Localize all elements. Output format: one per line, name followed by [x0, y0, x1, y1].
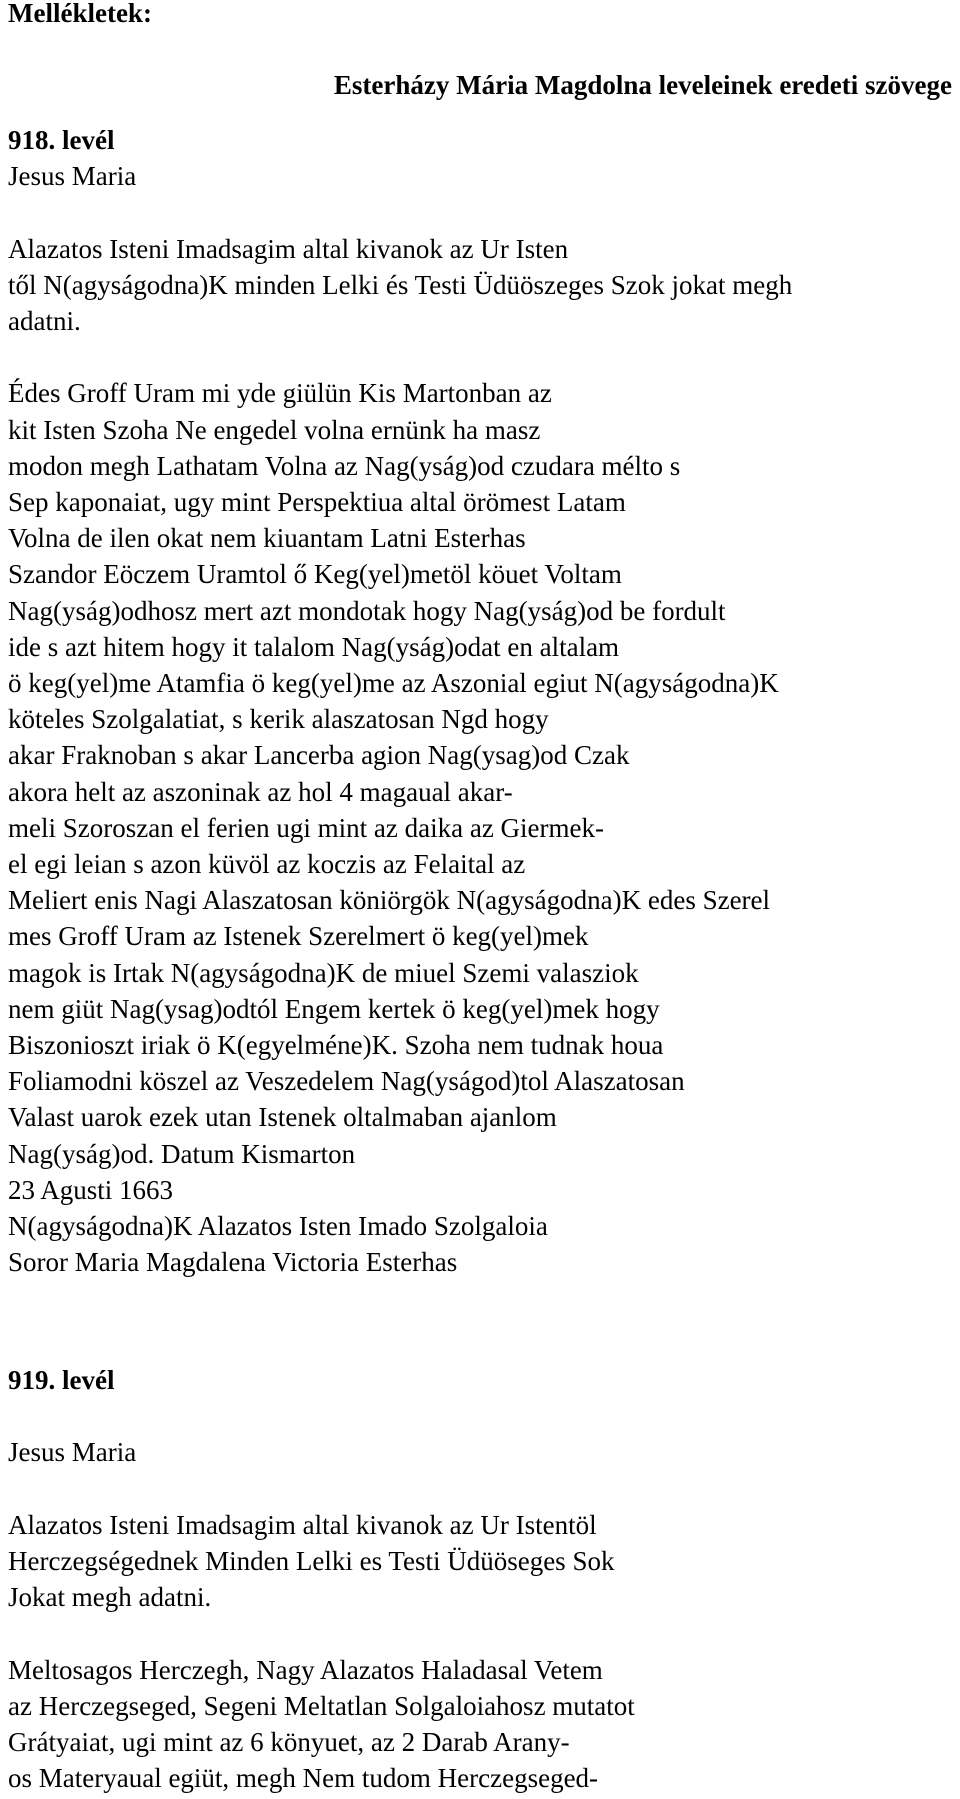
letter-line: mes Groff Uram az Istenek Szerelmert ö keg(yel)mek	[8, 921, 589, 952]
letter-line: el egi leian s azon küvöl az koczis az Felaital az	[8, 849, 526, 879]
letter-line: Valast uarok ezek utan Istenek oltalmaban ajanlom	[8, 1102, 557, 1133]
letter-line: os Materyaual egiüt, megh Nem tudom Herczegseged-	[8, 1763, 599, 1794]
letter-line: akar Fraknoban s akar Lancerba agion Nag(ysag)od Czak	[8, 740, 630, 771]
letter-line: Nag(yság)od. Datum Kismarton	[8, 1138, 356, 1169]
letter-line: Foliamodni köszel az Veszedelem Nag(yságod)tol Alaszatosan	[8, 1066, 685, 1097]
letter-line: Alazatos Isteni Imadsagim altal kivanok az Ur Isten	[8, 233, 569, 264]
letter-line: Jesus Maria	[8, 1437, 137, 1468]
letter-number: 918. levél	[8, 125, 115, 155]
letter-line: Grátyaiat, ugi mint az 6 könyuet, az 2 Darab Arany-	[8, 1727, 570, 1757]
letter-line: től N(agyságodna)K minden Lelki és Testi Üdüöszeges Szok jokat megh	[8, 269, 793, 300]
letter-line: kit Isten Szoha Ne engedel volna ernünk ha masz	[8, 414, 541, 445]
letter-line: Meltosagos Herczegh, Nagy Alazatos Haladasal Vetem	[8, 1654, 603, 1685]
letter-line: magok is Irtak N(agyságodna)K de miuel Szemi valasziok	[8, 957, 639, 988]
letter-line: Jokat megh adatni.	[8, 1582, 212, 1613]
letter-line: N(agyságodna)K Alazatos Isten Imado Szolgaloia	[8, 1211, 548, 1241]
letter-line: adatni.	[8, 306, 81, 336]
letter-line: akora helt az aszoninak az hol 4 magaual akar-	[8, 776, 513, 807]
letter-line: Édes Groff Uram mi yde giülün Kis Martonban az	[8, 378, 552, 409]
letter-line: Alazatos Isteni Imadsagim altal kivanok az Ur Istentöl	[8, 1509, 597, 1540]
document-title: Esterházy Mária Magdolna leveleinek eredeti szövege	[333, 70, 952, 100]
letter-line: ö keg(yel)me Atamfia ö keg(yel)me az Aszonial egiut N(agyságodna)K	[8, 668, 779, 698]
letter-line: meli Szoroszan el ferien ugi mint az daika az Giermek-	[8, 812, 605, 843]
letter-line: Soror Maria Magdalena Victoria Esterhas	[8, 1247, 458, 1278]
letter-line: ide s azt hitem hogy it talalom Nag(yság)odat en altalam	[8, 631, 620, 662]
letter-line: Szandor Eöczem Uramtol ő Keg(yel)metöl köuet Voltam	[8, 559, 622, 590]
letter-line: modon megh Lathatam Volna az Nag(yság)od czudara mélto s	[8, 450, 681, 481]
letter-line: Herczegségednek Minden Lelki es Testi Üdüöseges Sok	[8, 1546, 615, 1576]
letter-line: 23 Agusti 1663	[8, 1174, 174, 1205]
letter-line: Jesus Maria	[8, 161, 137, 192]
letter-line: Biszonioszt iriak ö K(egyelméne)K. Szoha nem tudnak houa	[8, 1030, 664, 1060]
appendix-title: Mellékletek:	[8, 0, 152, 28]
letter-line: Nag(yság)odhosz mert azt mondotak hogy Nag(yság)od be fordult	[8, 595, 726, 626]
letter-line: köteles Szolgalatiat, s kerik alaszatosan Ngd hogy	[8, 704, 549, 735]
letter-line: Meliert enis Nagi Alaszatosan köniörgök N(agyságodna)K edes Szerel	[8, 885, 771, 916]
letter-number: 919. levél	[8, 1365, 115, 1395]
letter-line: Volna de ilen okat nem kiuantam Latni Esterhas	[8, 523, 526, 554]
letter-line: nem giüt Nag(ysag)odtól Engem kertek ö keg(yel)mek hogy	[8, 993, 660, 1024]
letter-line: Sep kaponaiat, ugy mint Perspektiua altal örömest Latam	[8, 487, 626, 517]
letter-line: az Herczegseged, Segeni Meltatlan Solgaloiahosz mutatot	[8, 1690, 635, 1721]
